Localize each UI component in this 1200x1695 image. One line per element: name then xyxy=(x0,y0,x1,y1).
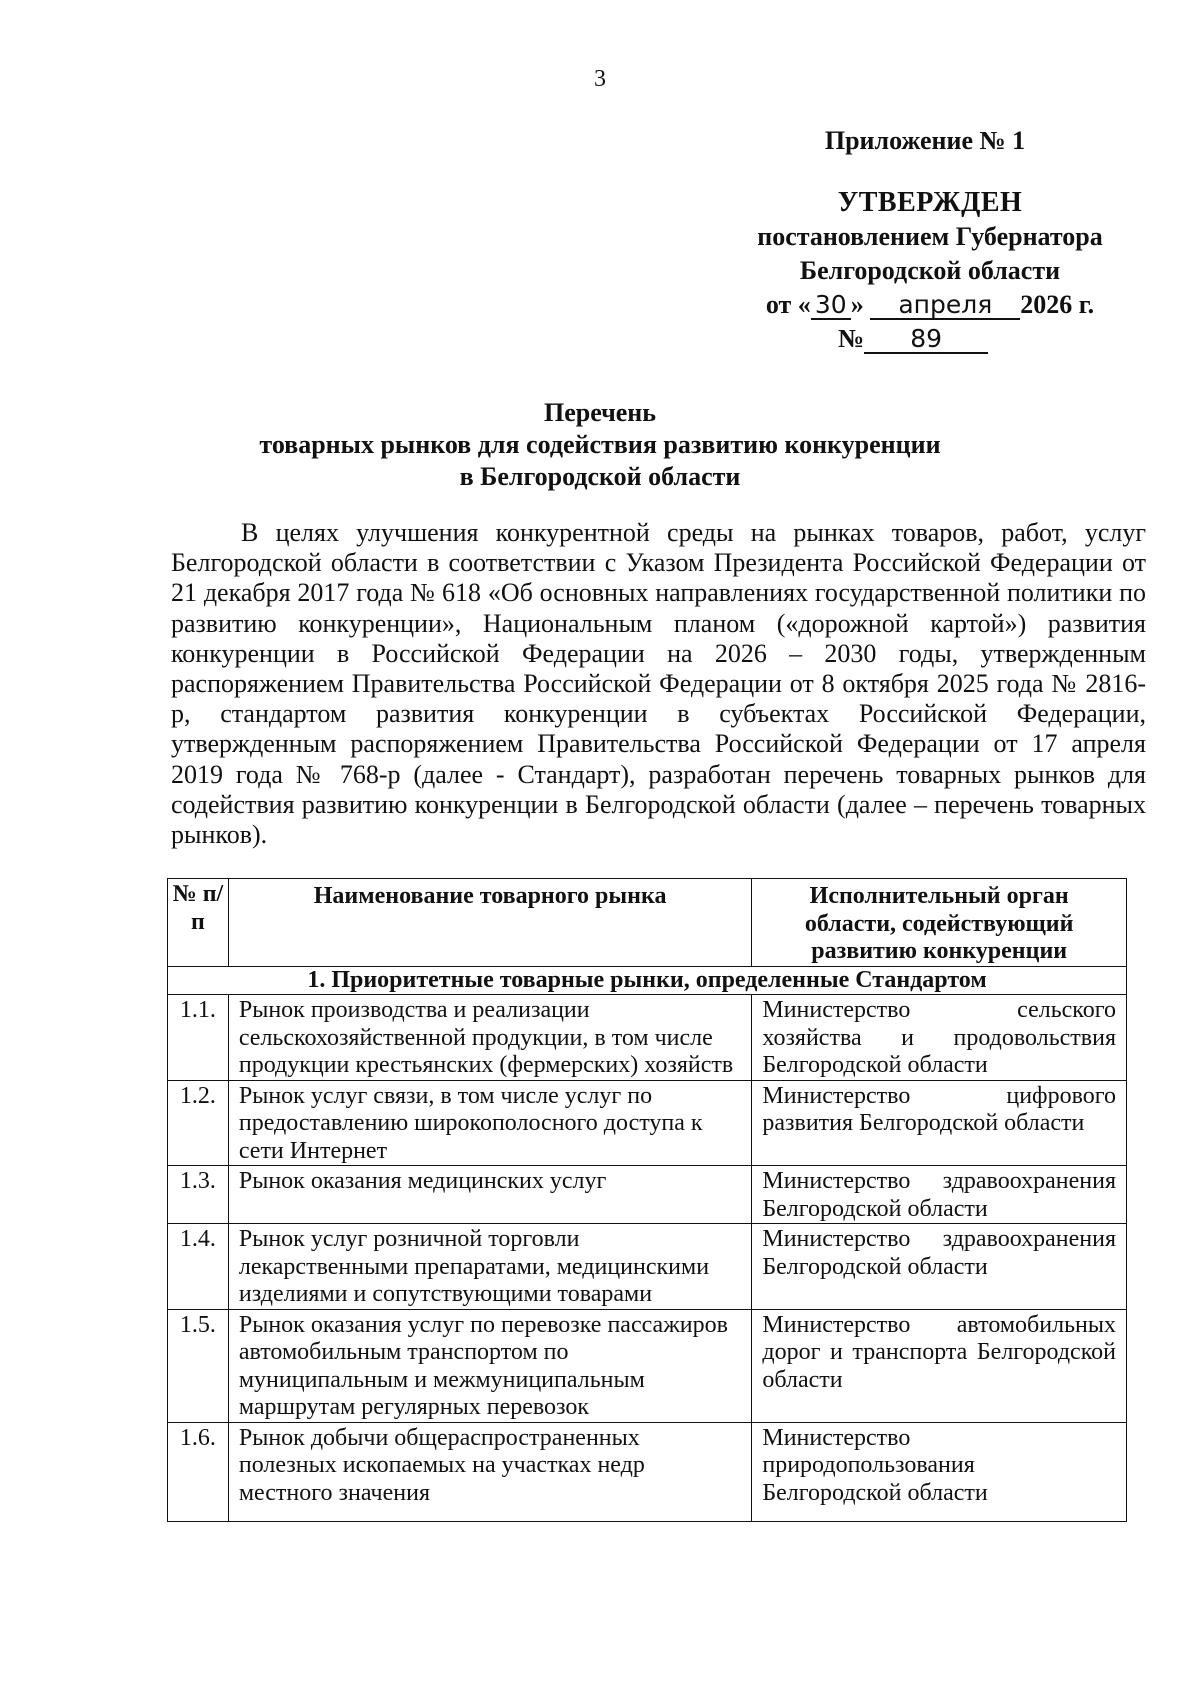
title-line-3: в Белгородской области xyxy=(459,462,741,491)
approval-number xyxy=(740,322,1120,356)
header-org: Исполнительный орган области, содействующий развитию конкуренции xyxy=(752,879,1127,967)
row-num: 1.5. xyxy=(168,1309,229,1422)
title-line-1: Перечень xyxy=(543,398,657,427)
table-row xyxy=(168,1422,1127,1521)
row-org: Министерство сельского хозяйства и продовольствия Белгородской области xyxy=(752,995,1127,1081)
row-org: Министерство природопользования Белгородской области xyxy=(752,1422,1127,1521)
approval-line-2: Белгородской области xyxy=(799,256,1061,285)
header-num: № п/п xyxy=(168,879,229,967)
row-org: Министерство здравоохранения Белгородской области xyxy=(752,1166,1127,1224)
row-num: 1.6. xyxy=(168,1422,229,1521)
approval-line-1: постановлением Губернатора xyxy=(757,222,1103,251)
title-line-2: товарных рынков для содействия развитию конкуренции xyxy=(259,430,941,459)
row-num: 1.3. xyxy=(168,1166,229,1224)
date-mid: » xyxy=(850,290,864,319)
row-name: Рынок оказания медицинских услуг xyxy=(228,1166,752,1224)
row-num: 1.1. xyxy=(168,995,229,1081)
table-row xyxy=(168,1080,1127,1166)
table-row xyxy=(168,995,1127,1081)
row-name: Рынок услуг розничной торговли лекарственными препаратами, медицинскими изделиями и сопутствующими товарами xyxy=(228,1224,752,1310)
approval-heading: УТВЕРЖДЕН xyxy=(837,187,1023,218)
table-row xyxy=(168,1166,1127,1224)
annex-label: Приложение № 1 xyxy=(824,126,1026,155)
document-title xyxy=(0,397,1200,493)
approval-block xyxy=(740,186,1120,356)
row-name: Рынок оказания услуг по перевозке пассажиров автомобильным транспортом по муниципальным и межмуниципальным маршрутам регулярных перевозок xyxy=(228,1309,752,1422)
number-value: 89 xyxy=(864,326,988,354)
row-org: Министерство автомобильных дорог и транспорта Белгородской области xyxy=(752,1309,1127,1422)
page-number: 3 xyxy=(594,66,606,92)
row-org: Министерство цифрового развития Белгородской области xyxy=(752,1080,1127,1166)
date-year: 2026 г. xyxy=(1020,290,1095,319)
row-name: Рынок производства и реализации сельскохозяйственной продукции, в том числе продукции крестьянских (фермерских) хозяйств xyxy=(228,995,752,1081)
number-prefix: № xyxy=(838,324,865,353)
date-prefix: от « xyxy=(765,290,811,319)
table-row xyxy=(168,1224,1127,1310)
row-name: Рынок услуг связи, в том числе услуг по предоставлению широкополосного доступа к сети Интернет xyxy=(228,1080,752,1166)
table-header-row xyxy=(168,879,1127,967)
row-org: Министерство здравоохранения Белгородской области xyxy=(752,1224,1127,1310)
section-title: 1. Приоритетные товарные рынки, определенные Стандартом xyxy=(168,966,1127,995)
date-day: 30 xyxy=(811,292,851,320)
table-row xyxy=(168,1309,1127,1422)
row-num: 1.4. xyxy=(168,1224,229,1310)
section-row xyxy=(168,966,1127,995)
markets-table xyxy=(167,878,1127,1522)
header-name: Наименование товарного рынка xyxy=(228,879,752,967)
intro-paragraph: В целях улучшения конкурентной среды на рынках товаров, работ, услуг Белгородской области в соответствии с Указом Президента Российской Федерации от 21 декабря 2017 года № 618 «Об основных направлениях государственной политики по развитию конкуренции», Национальным планом («дорожной картой») развития конкуренции в Российской Федерации на 2026 – 2030 годы, утвержденным распоряжением Правительства Российской Федерации от 8 октября 2025 года № 2816-р, стандартом развития конкуренции в субъектах Российской Федерации, утвержденным распоряжением Правительства Российской Федерации от 17 апреля 2019 года № 768-р (далее - Стандарт), разработан перечень товарных рынков для содействия развитию конкуренции в Белгородской области (далее – перечень товарных рынков). xyxy=(171,518,1146,850)
date-month: апреля xyxy=(870,292,1020,320)
row-name: Рынок добычи общераспространенных полезных ископаемых на участках недр местного значения xyxy=(228,1422,752,1521)
approval-date xyxy=(740,288,1120,322)
row-num: 1.2. xyxy=(168,1080,229,1166)
